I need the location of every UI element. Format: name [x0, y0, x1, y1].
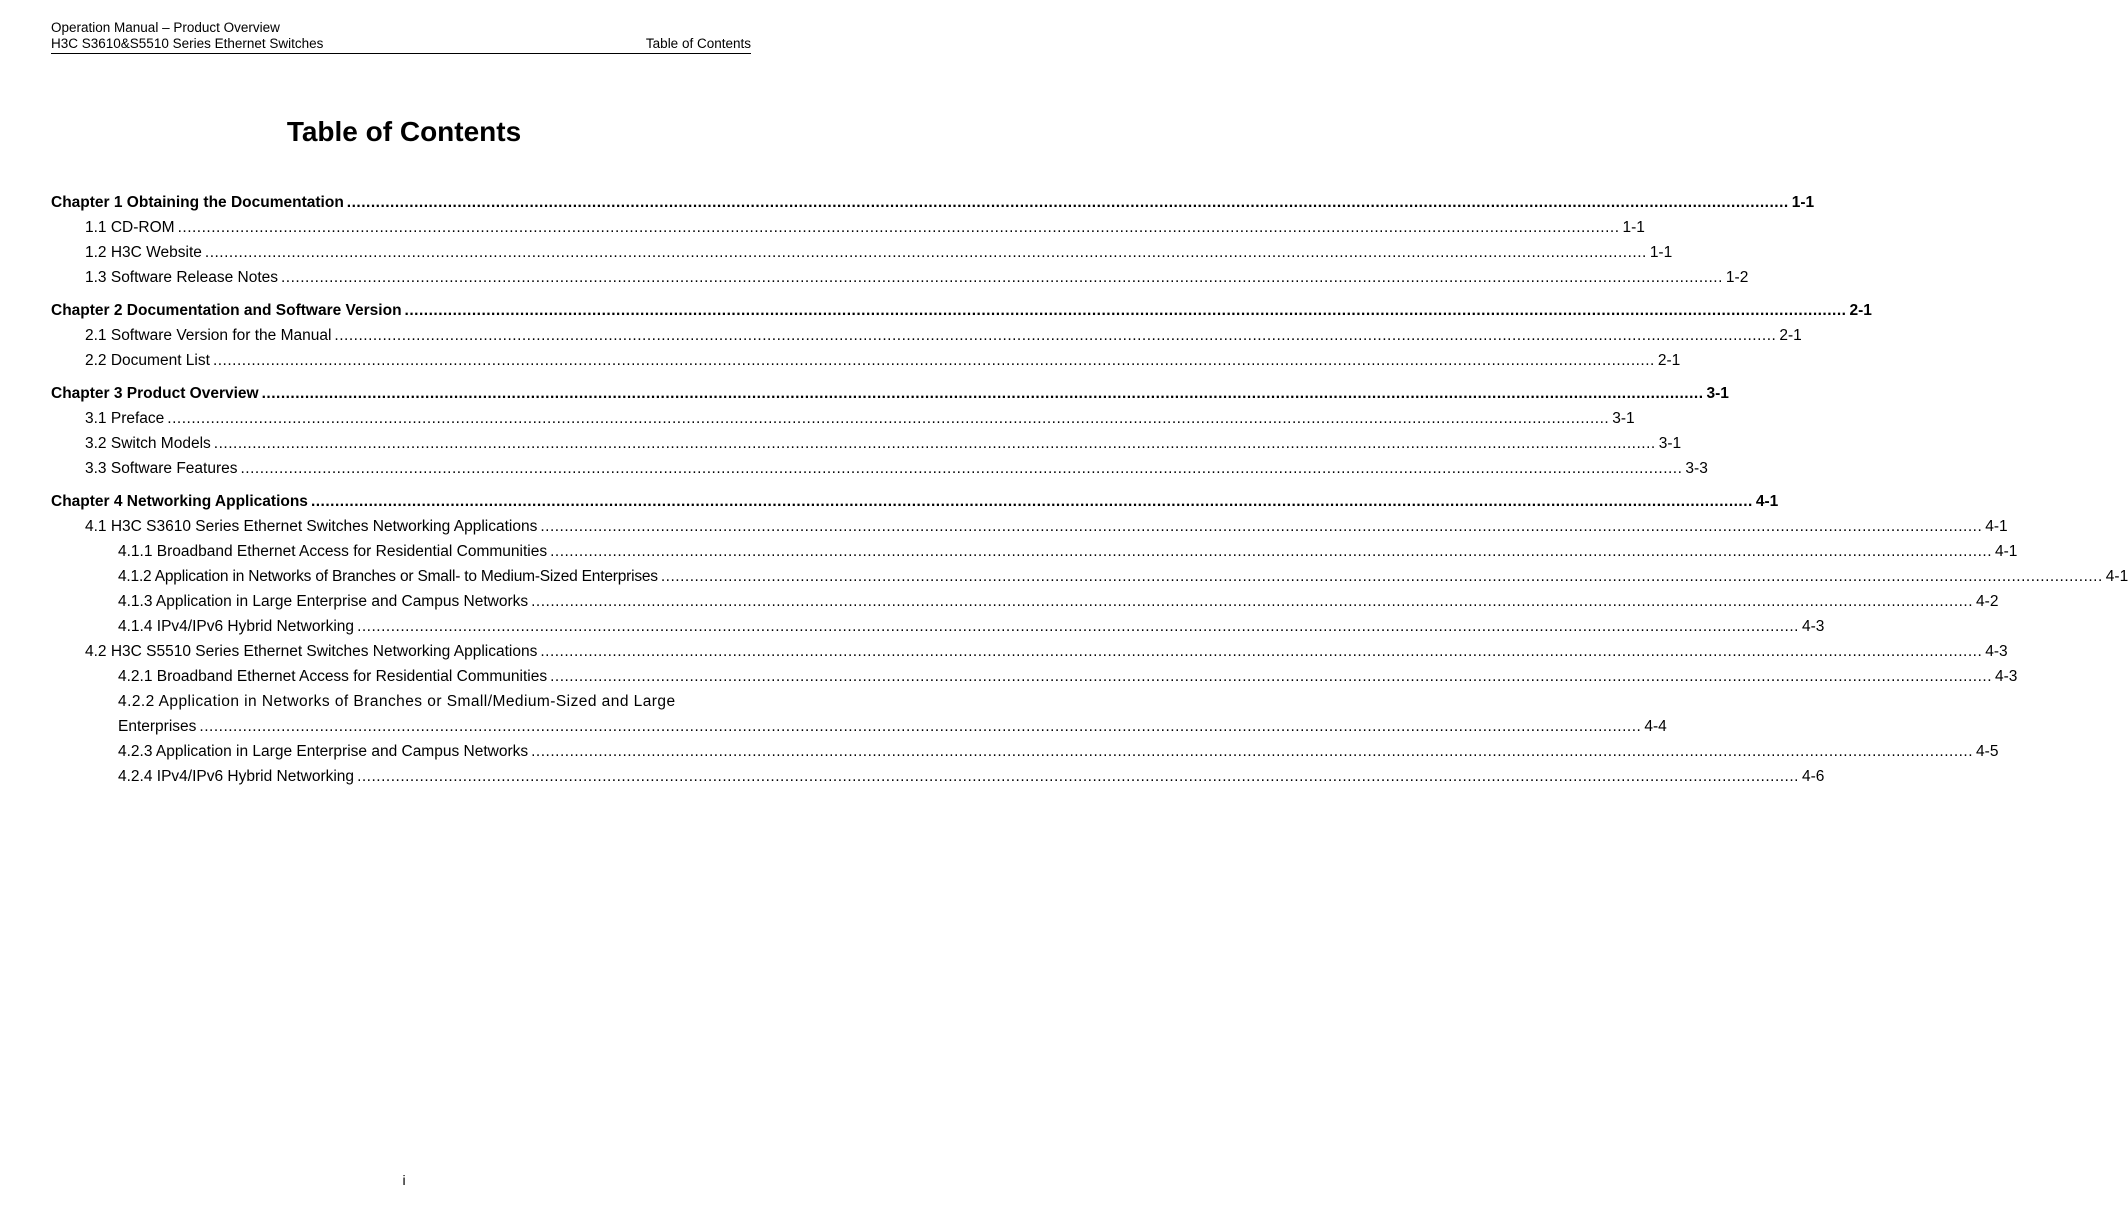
- page-title: Table of Contents: [286, 116, 522, 147]
- toc-entry-title: 4.1.3 Application in Large Enterprise and Campus Networks: [118, 593, 529, 610]
- toc-entry-title: 1.2 H3C Website: [85, 244, 202, 261]
- toc-entry-page: 1-1: [1622, 219, 1645, 236]
- toc-entry-title: 3.3 Software Features: [85, 460, 238, 477]
- toc-entry-title: 2.1 Software Version for the Manual: [85, 327, 332, 344]
- toc-entry-title: 4.1.4 IPv4/IPv6 Hybrid Networking: [118, 618, 355, 635]
- toc-leader-dots: ............................................................................................................................................................................................................................................................................................................: [213, 435, 1656, 452]
- toc-section-2-2[interactable]: [51, 348, 1681, 373]
- toc-entry-title: 3.2 Switch Models: [85, 435, 211, 452]
- toc-chapter-1[interactable]: [51, 190, 1815, 215]
- toc-subsection-4-2-3[interactable]: [51, 739, 1999, 764]
- toc-entry-title: 4.2 H3C S5510 Series Ethernet Switches Networking Applications: [85, 643, 538, 660]
- toc-section-2-1[interactable]: [51, 323, 1802, 348]
- toc-entry-title: 4.1.1 Broadband Ethernet Access for Residential Communities: [118, 543, 548, 560]
- toc-entry-page: 3-3: [1685, 460, 1708, 477]
- toc-section-3-2[interactable]: [51, 431, 1682, 456]
- toc-subsection-4-1-3[interactable]: [51, 589, 1999, 614]
- toc-leader-dots: ............................................................................................................................................................................................................................................................................................................: [204, 244, 1647, 261]
- toc-entry-page: 3-1: [1612, 410, 1635, 427]
- toc-leader-dots: ............................................................................................................................................................................................................................................................................................................: [199, 718, 1642, 735]
- toc-entry-page: 4-2: [1976, 593, 1999, 610]
- toc-leader-dots: ............................................................................................................................................................................................................................................................................................................: [550, 543, 1992, 560]
- toc-entry-title: Chapter 2 Documentation and Software Version: [51, 302, 402, 319]
- toc-chapter-3[interactable]: [51, 381, 1729, 406]
- toc-leader-dots: ............................................................................................................................................................................................................................................................................................................: [346, 194, 1789, 211]
- header-product-line: H3C S3610&S5510 Series Ethernet Switches: [51, 36, 324, 51]
- toc-entry-title: 4.2.1 Broadband Ethernet Access for Residential Communities: [118, 668, 548, 685]
- toc-section-1-1[interactable]: [51, 215, 1645, 240]
- toc-section-3-3[interactable]: [51, 456, 1708, 481]
- toc-leader-dots: ............................................................................................................................................................................................................................................................................................................: [540, 518, 1983, 535]
- toc-entry-page: 1-1: [1649, 244, 1673, 261]
- toc-entry-page: 1-1: [1791, 194, 1815, 211]
- toc-leader-dots: ............................................................................................................................................................................................................................................................................................................: [177, 219, 1620, 236]
- toc-entry-title: 4.2.4 IPv4/IPv6 Hybrid Networking: [118, 768, 355, 785]
- toc-leader-dots: ............................................................................................................................................................................................................................................................................................................: [550, 668, 1992, 685]
- header-row: [51, 36, 751, 52]
- toc-leader-dots: ............................................................................................................................................................................................................................................................................................................: [357, 618, 1799, 635]
- toc-entry-title: 1.3 Software Release Notes: [85, 269, 278, 286]
- toc-entry-page: 4-1: [1985, 518, 2008, 535]
- toc-leader-dots: ............................................................................................................................................................................................................................................................................................................: [310, 493, 1753, 510]
- toc-subsection-4-2-4[interactable]: [51, 764, 1825, 789]
- toc-entry-page: 4-3: [1995, 668, 2018, 685]
- toc-entry-page: 3-1: [1658, 435, 1682, 452]
- toc-leader-dots: ............................................................................................................................................................................................................................................................................................................: [281, 269, 1723, 286]
- toc-entry-title: 2.2 Document List: [85, 352, 210, 369]
- toc-entry-page: 3-1: [1706, 385, 1729, 402]
- toc-entry-page: 4-1: [1755, 493, 1779, 510]
- toc-section-3-1[interactable]: [51, 406, 1635, 431]
- toc-section-1-3[interactable]: [51, 265, 1749, 290]
- toc-entry-page: 2-1: [1657, 352, 1681, 369]
- toc-subsection-4-1-2[interactable]: [51, 564, 2128, 589]
- toc-entry-title: Chapter 1 Obtaining the Documentation: [51, 194, 344, 211]
- toc-entry-page: 4-4: [1644, 718, 1667, 735]
- toc-entry-page: 2-1: [1779, 327, 1802, 344]
- toc-subsection-4-1-4[interactable]: [51, 614, 1825, 639]
- toc-section-4-2[interactable]: [51, 639, 2008, 664]
- page-header: [51, 20, 751, 54]
- toc-chapter-4[interactable]: [51, 489, 1779, 514]
- toc-entry-page: 4-1: [2105, 568, 2128, 585]
- toc-entry-title: 3.1 Preface: [85, 410, 165, 427]
- toc-entry-page: 4-3: [1801, 618, 1825, 635]
- toc-leader-dots: ............................................................................................................................................................................................................................................................................................................: [531, 593, 1974, 610]
- header-manual-title: Operation Manual – Product Overview: [51, 20, 280, 35]
- toc-subsection-4-2-2[interactable]: [51, 714, 1667, 739]
- toc-entry-page: 4-5: [1976, 743, 1999, 760]
- toc-entry-page: 4-3: [1985, 643, 2008, 660]
- toc-leader-dots: ............................................................................................................................................................................................................................................................................................................: [212, 352, 1655, 369]
- toc-entry-title: 4.1 H3C S3610 Series Ethernet Switches Networking Applications: [85, 518, 538, 535]
- toc-entry-page: 1-2: [1725, 269, 1749, 286]
- toc-subsection-4-1-1[interactable]: [51, 539, 2018, 564]
- toc-leader-dots: ............................................................................................................................................................................................................................................................................................................: [404, 302, 1847, 319]
- toc-section-1-2[interactable]: [51, 240, 1673, 265]
- toc-entry-page: 2-1: [1849, 302, 1872, 319]
- toc-entry-title: Enterprises: [118, 718, 197, 735]
- table-of-contents: [51, 190, 2128, 789]
- toc-leader-dots: ............................................................................................................................................................................................................................................................................................................: [167, 410, 1610, 427]
- toc-entry-title: 4.2.3 Application in Large Enterprise and Campus Networks: [118, 743, 529, 760]
- toc-entry-page: 4-6: [1801, 768, 1825, 785]
- toc-chapter-2[interactable]: [51, 298, 1872, 323]
- toc-leader-dots: ............................................................................................................................................................................................................................................................................................................: [540, 643, 1983, 660]
- toc-leader-dots: ............................................................................................................................................................................................................................................................................................................: [240, 460, 1683, 477]
- toc-leader-dots: ............................................................................................................................................................................................................................................................................................................: [261, 385, 1704, 402]
- toc-subsection-4-2-1[interactable]: [51, 664, 2018, 689]
- toc-leader-dots: ............................................................................................................................................................................................................................................................................................................: [660, 568, 2103, 585]
- toc-leader-dots: ............................................................................................................................................................................................................................................................................................................: [531, 743, 1974, 760]
- toc-leader-dots: ............................................................................................................................................................................................................................................................................................................: [334, 327, 1777, 344]
- toc-entry-title: 4.1.2 Application in Networks of Branches or Small- to Medium-Sized Enterprises: [118, 568, 658, 585]
- page-number: i: [402, 1172, 406, 1188]
- toc-entry-page: 4-1: [1995, 543, 2018, 560]
- toc-leader-dots: ............................................................................................................................................................................................................................................................................................................: [357, 768, 1799, 785]
- header-section: Table of Contents: [645, 36, 751, 51]
- toc-subsection-4-2-2-line1[interactable]: 4.2.2 Application in Networks of Branches or Small/Medium-Sized and Large: [118, 693, 676, 710]
- toc-section-4-1[interactable]: [51, 514, 2008, 539]
- toc-entry-title: 1.1 CD-ROM: [85, 219, 175, 236]
- toc-entry-title: Chapter 3 Product Overview: [51, 385, 259, 402]
- toc-entry-title: Chapter 4 Networking Applications: [51, 493, 308, 510]
